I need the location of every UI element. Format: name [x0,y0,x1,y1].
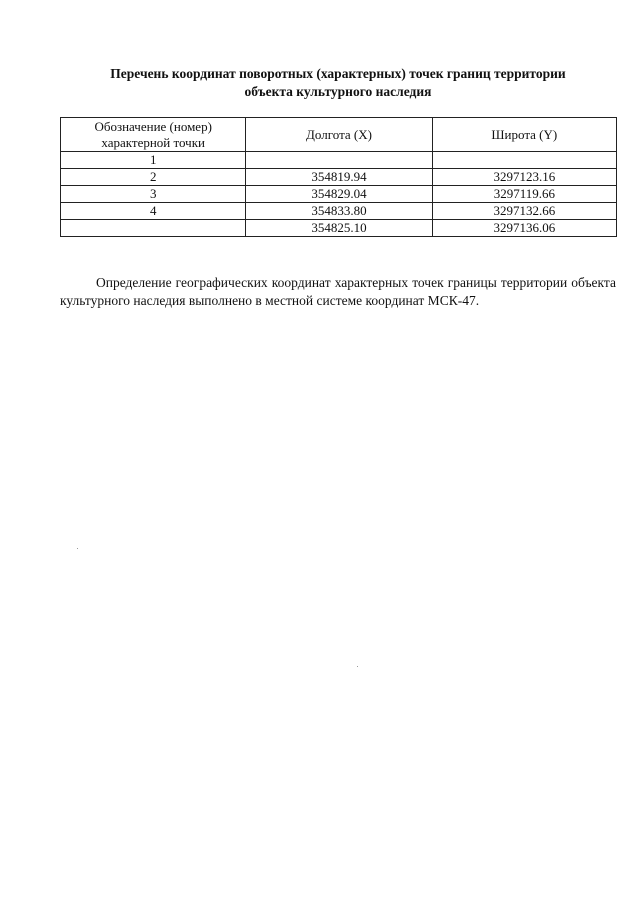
scan-speck [357,666,358,667]
table-row [61,220,617,237]
header-latitude: Широта (Y) [432,118,616,152]
cell-x: 354819.94 [246,169,432,186]
title-line-1: Перечень координат поворотных (характерных) точек границ территории [110,66,566,81]
document-title [60,65,616,101]
table-row [61,186,617,203]
cell-y [432,152,616,169]
table-row [61,152,617,169]
cell-point: 4 [61,203,246,220]
cell-x: 354829.04 [246,186,432,203]
scan-speck [77,548,78,549]
cell-x [246,152,432,169]
cell-point: 2 [61,169,246,186]
cell-y: 3297119.66 [432,186,616,203]
table-row [61,169,617,186]
cell-point: 1 [61,152,246,169]
table-header-row [61,118,617,152]
header-point-number-line-1: Обозначение (номер) [94,118,212,134]
header-longitude: Долгота (X) [246,118,432,152]
cell-y: 3297132.66 [432,203,616,220]
header-point-number [61,118,246,152]
cell-x: 354833.80 [246,203,432,220]
cell-point [61,220,246,237]
header-point-number-line-2: характерной точки [101,134,205,150]
cell-y: 3297136.06 [432,220,616,237]
cell-point: 3 [61,186,246,203]
cell-x: 354825.10 [246,220,432,237]
coordinates-table [60,117,617,237]
table-row [61,203,617,220]
title-line-2: объекта культурного наследия [244,84,432,99]
coordinate-system-note: Определение географических координат характерных точек границы территории объекта культурного наследия выполнено в местной системе координат МСК-47. [60,274,616,308]
cell-y: 3297123.16 [432,169,616,186]
